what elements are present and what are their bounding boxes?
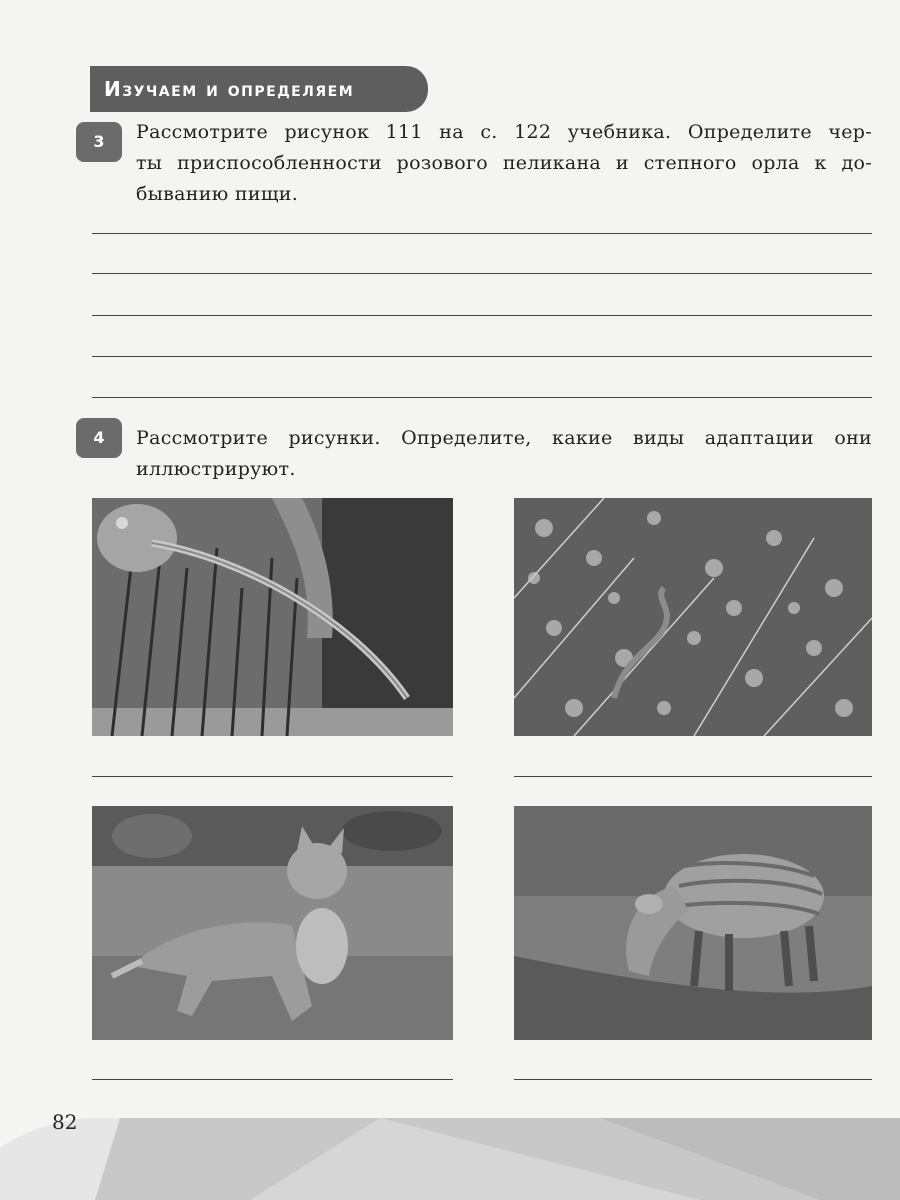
- page-number: 82: [52, 1110, 78, 1134]
- chameleon-icon: [92, 498, 453, 736]
- answer-line[interactable]: [92, 315, 872, 316]
- task-number-badge: [76, 122, 122, 162]
- section-header: [90, 66, 428, 112]
- answer-line[interactable]: [92, 273, 872, 274]
- task-number-badge: [76, 418, 122, 458]
- photo-snake: [514, 498, 872, 736]
- page-footer-decoration: [0, 1108, 900, 1200]
- answer-line[interactable]: [92, 356, 872, 357]
- section-title: Изучаем и определяем: [104, 77, 355, 101]
- answer-line[interactable]: [92, 233, 872, 234]
- answer-line[interactable]: [514, 1079, 872, 1080]
- striped-piglet-icon: [514, 806, 872, 1040]
- answer-line[interactable]: [92, 776, 453, 777]
- photo-striped-piglet: [514, 806, 872, 1040]
- cat-with-kitten-icon: [92, 806, 453, 1040]
- snake-in-grass-icon: [514, 498, 872, 736]
- task-3-line-1: Рассмотрите рисунок 111 на с. 122 учебника. Определите чер-: [136, 121, 872, 143]
- task-number: 3: [93, 132, 105, 151]
- task-3-line-2: ты приспособленности розового пеликана и степного орла к до-: [136, 152, 872, 174]
- task-3-text: [136, 117, 872, 210]
- photo-cat-with-kitten: [92, 806, 453, 1040]
- task-number: 4: [93, 428, 105, 447]
- task-4-line-2: иллюстрируют.: [136, 458, 296, 480]
- answer-line[interactable]: [514, 776, 872, 777]
- answer-line[interactable]: [92, 397, 872, 398]
- photo-chameleon: [92, 498, 453, 736]
- task-3-line-3: быванию пищи.: [136, 183, 299, 205]
- task-4-text: [136, 423, 872, 485]
- answer-line[interactable]: [92, 1079, 453, 1080]
- task-4-line-1: Рассмотрите рисунки. Определите, какие виды адаптации они: [136, 427, 872, 449]
